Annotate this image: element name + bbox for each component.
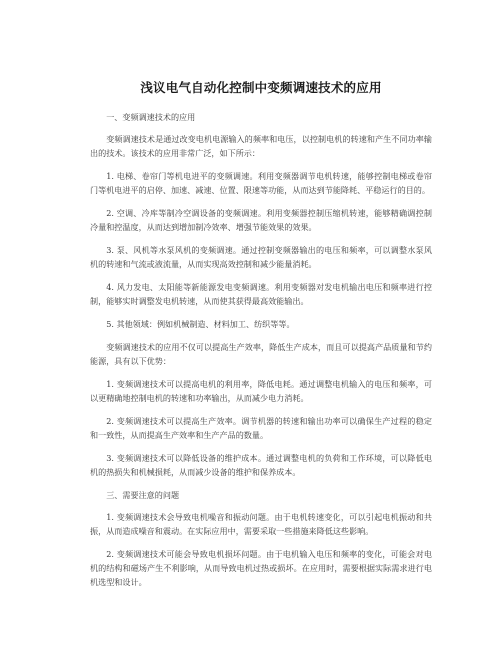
paragraph: 变频调速技术是通过改变电机电源输入的频率和电压，以控制电机的转速和产生不同功率输出的技术。该技术的应用非常广泛，如下所示： xyxy=(90,134,432,158)
list-item: 3. 泵、风机等水泵风机的变频调速。通过控制变频器输出的电压和频率，可以调整水泵风机的转速和气流或液流量，从而实现高效控制和减少能量消耗。 xyxy=(90,245,432,269)
list-item: 2. 空调、冷库等制冷空调设备的变频调速。利用变频器控制压缩机转速，能够精确调控制冷量和控温度，从而达到增加制冷效率、增强节能效果的效果。 xyxy=(90,208,432,232)
list-item: 4. 风力发电、太阳能等新能源发电变频调速。利用变频器对发电机输出电压和频率进行控制，能够实时调整发电机转速，从而使其获得最高效能输出。 xyxy=(90,282,432,306)
list-item: 5. 其他领域：例如机械制造、材料加工、纺织等等。 xyxy=(106,319,295,329)
list-item: 1. 变频调速技术可以提高电机的利用率，降低电耗。通过调整电机输入的电压和频率，可以更精确地控制电机的转速和功率输出，从而减少电力消耗。 xyxy=(90,379,432,403)
paragraph: 变频调速技术的应用不仅可以提高生产效率，降低生产成本，而且可以提高产品质量和节约能源，具有以下优势： xyxy=(90,342,432,366)
list-item: 3. 变频调速技术可以降低设备的维护成本。通过调整电机的负荷和工作环境，可以降低电机的热损失和机械损耗，从而减少设备的维护和保养成本。 xyxy=(90,453,432,477)
list-item: 2. 变频调速技术可能会导致电机损坏问题。由于电机输入电压和频率的变化，可能会对电机的结构和磁场产生不利影响，从而导致电机过热或损坏。在应用时，需要根据实际需求进行电机选型和设计。 xyxy=(90,549,432,587)
section-heading: 一、变频调速技术的应用 xyxy=(106,112,196,122)
list-item: 2. 变频调速技术可以提高生产效率。调节机器的转速和输出功率可以确保生产过程的稳定和一致性，从而提高生产效率和生产产品的数量。 xyxy=(90,416,432,440)
document-title: 浅议电气自动化控制中变频调速技术的应用 xyxy=(140,80,382,95)
list-item: 1. 变频调速技术会导致电机噪音和振动问题。由于电机转速变化，可以引起电机振动和共振，从而造成噪音和震动。在实际应用中，需要采取一些措施来降低这些影响。 xyxy=(90,512,432,536)
list-item: 1. 电梯、卷帘门等机电进平的变频调速。利用变频器调节电机转速，能够控制电梯或卷帘门等机电进平的启停、加速、减速、位置、限速等功能，从而达到节能降耗、平稳运行的目的。 xyxy=(90,171,432,195)
section-heading: 三、需要注意的问题 xyxy=(106,490,180,500)
